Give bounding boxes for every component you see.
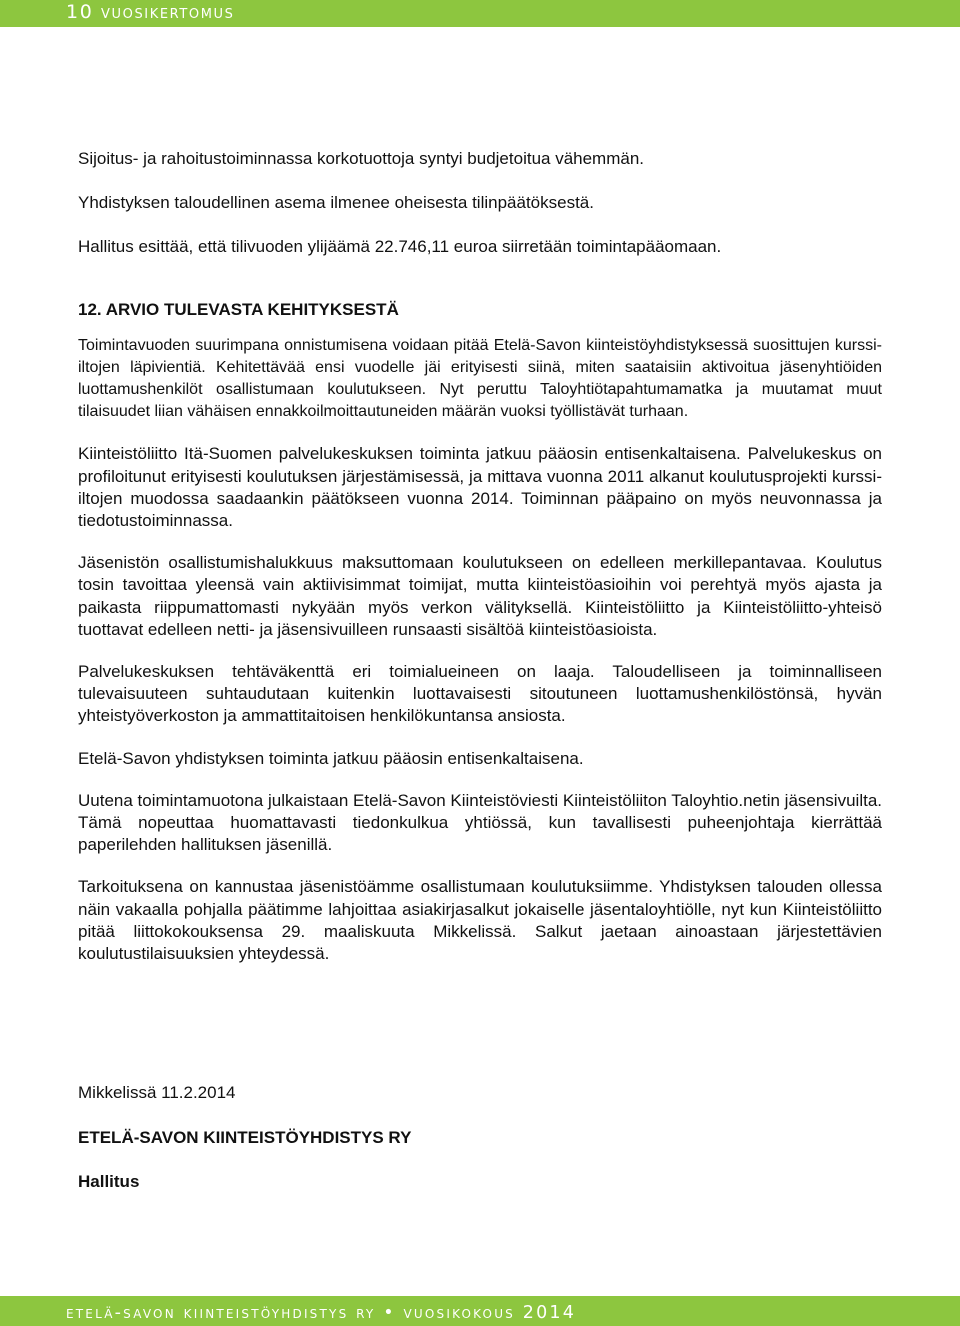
section-paragraph-1: Toimintavuoden suurimpana onnistumisena voidaan pitää Etelä-Savon kiinteistöyhdistyksessä suosittujen kurssi-iltojen läpivientiä. Kehitettävää ensi vuodelle jäi erityisesti siinä, miten saataisiin aktivoitua jäsenyhtiöiden luottamushenkilöt osallistumaan koulutukseen. Nyt peruttu Taloyhtiötapahtumamatka ja muutamat muut tilaisuudet liian vähäisen ennakkoilmoittautuneiden määrän vuoksi työllistävät turhaan. (78, 336, 882, 421)
section-paragraph-7: Tarkoituksena on kannustaa jäsenistöämme osallistumaan koulutuksiimme. Yhdistyksen talouden ollessa näin vakaalla pohjalla päätimme lahjoittaa asiakirjasalkut jokaiselle jäsentaloyhtiölle, nyt kun Kiinteistöliitto pitää liittokokouksensa 29. maaliskuuta Mikkelissä. Salkut jaetaan ainoastaan järjestettävien koulutustilaisuuksien yhteydessä. (78, 877, 882, 964)
footer-title: etelä-savon kiinteistöyhdistys ry • vuosikokous 2014 (66, 1303, 577, 1323)
intro-line-3: Hallitus esittää, että tilivuoden ylijäämä 22.746,11 euroa siirretään toimintapääomaan. (78, 237, 722, 257)
section-heading: 12. ARVIO TULEVASTA KEHITYKSESTÄ (78, 299, 399, 319)
signature-place-date: Mikkelissä 11.2.2014 (78, 1083, 236, 1102)
section-paragraph-4: Palvelukeskuksen tehtäväkenttä eri toimialueineen on laaja. Taloudelliseen ja toiminnalliseen tulevaisuuteen suhtaudutaan kuitenkin luottavaisesti sitoutuneen luottamushenkilöstönsä, hyvän yhteistyöverkoston ja ammattitaitoisen henkilökuntansa ansiosta. (78, 662, 882, 726)
intro-line-1: Sijoitus- ja rahoitustoiminnassa korkotuottoja syntyi budjetoitua vähemmän. (78, 149, 645, 168)
header-title: 10 vuosikertomus (66, 1, 235, 23)
section-paragraph-5: Etelä-Savon yhdistyksen toiminta jatkuu pääosin entisenkaltaisena. (78, 748, 584, 768)
section-paragraph-6: Uutena toimintamuotona julkaistaan Etelä-Savon Kiinteistöviesti Kiinteistöliiton Taloyhtio.netin jäsensivuilta. Tämä nopeuttaa huomattavasti tiedonkulkua yhtiössä, kun tavallisesti puheenjohtaja kierrättää paperilehden hallituksen jäsenillä. (78, 790, 882, 855)
signature-organization: ETELÄ-SAVON KIINTEISTÖYHDISTYS RY (78, 1128, 412, 1147)
signature-signer: Hallitus (78, 1172, 140, 1191)
section-paragraph-2: Kiinteistöliitto Itä-Suomen palvelukeskuksen toiminta jatkuu pääosin entisenkaltaisena. Palvelukeskus on profiloitunut erityisesti koulutuksen järjestämisessä, ja mittava vuonna 2011 alkanut koulutusprojekti kurssi-iltojen muodossa saadaankin päätökseen vuonna 2014. Toiminnan pääpaino on myös neuvonnassa ja tiedotustoiminnassa. (78, 444, 882, 531)
intro-line-2: Yhdistyksen taloudellinen asema ilmenee oheisesta tilinpäätöksestä. (78, 193, 594, 213)
document-body (78, 148, 882, 965)
section-paragraph-3: Jäsenistön osallistumishalukkuus maksuttomaan koulutukseen on edelleen merkillepantavaa. Koulutus tosin tavoittaa yleensä vain aktiivisimmat toimijat, mutta kiinteistöasioihin voi perehtyä myös ajasta ja paikasta riippumattomasti nykyään myös verkon välityksellä. Kiinteistöliitto ja Kiinteistöliitto-yhteisö tuottavat edelleen netti- ja jäsensivuilleen runsaasti sisältöä kiinteistöasioista. (78, 553, 882, 639)
